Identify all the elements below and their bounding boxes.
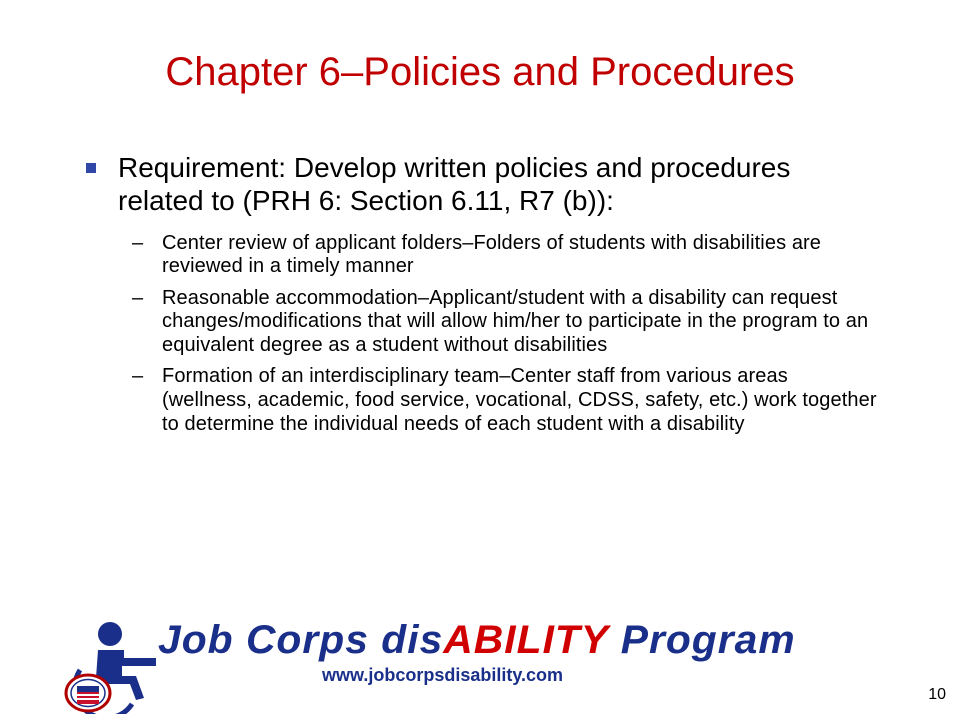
- banner-title: [158, 618, 796, 663]
- square-bullet-icon: [86, 163, 96, 173]
- sub-bullet-item: [80, 365, 880, 436]
- job-corps-disability-banner: [62, 614, 882, 714]
- banner-url: www.jobcorpsdisability.com: [322, 665, 564, 685]
- page-number: 10: [928, 686, 946, 703]
- job-corps-seal-icon: [66, 675, 110, 711]
- dash-marker: –: [132, 231, 144, 254]
- sub-bullet-item: [80, 232, 880, 279]
- banner-title-part: Program: [608, 618, 796, 662]
- sub-bullet-list: [80, 232, 880, 437]
- banner-title-accent: ABILITY: [443, 618, 609, 662]
- dash-marker: –: [132, 286, 144, 309]
- dash-marker: –: [132, 365, 144, 388]
- sub-bullet-text: Center review of applicant folders–Folders of students with disabilities are reviewed in a timely manner: [162, 231, 822, 278]
- slide-content: [80, 152, 880, 444]
- main-bullet-text: Requirement: Develop written policies and procedures related to (PRH 6: Section 6.11, R7 (b)):: [118, 152, 791, 216]
- sub-bullet-text: Formation of an interdisciplinary team–Center staff from various areas (wellness, academic, food service, vocational, CDSS, safety, etc.) work together to determine the individual needs of each student with a disability: [162, 365, 877, 435]
- sub-bullet-item: [80, 287, 880, 358]
- banner-title-part: Job Corps dis: [158, 618, 444, 662]
- sub-bullet-text: Reasonable accommodation–Applicant/student with a disability can request changes/modifications that will allow him/her to participate in the program to an equivalent degree as a student without disabilities: [162, 286, 869, 356]
- slide-title: Chapter 6–Policies and Procedures: [165, 50, 795, 94]
- wheelchair-logo-icon: [62, 614, 172, 714]
- main-bullet: [80, 152, 880, 218]
